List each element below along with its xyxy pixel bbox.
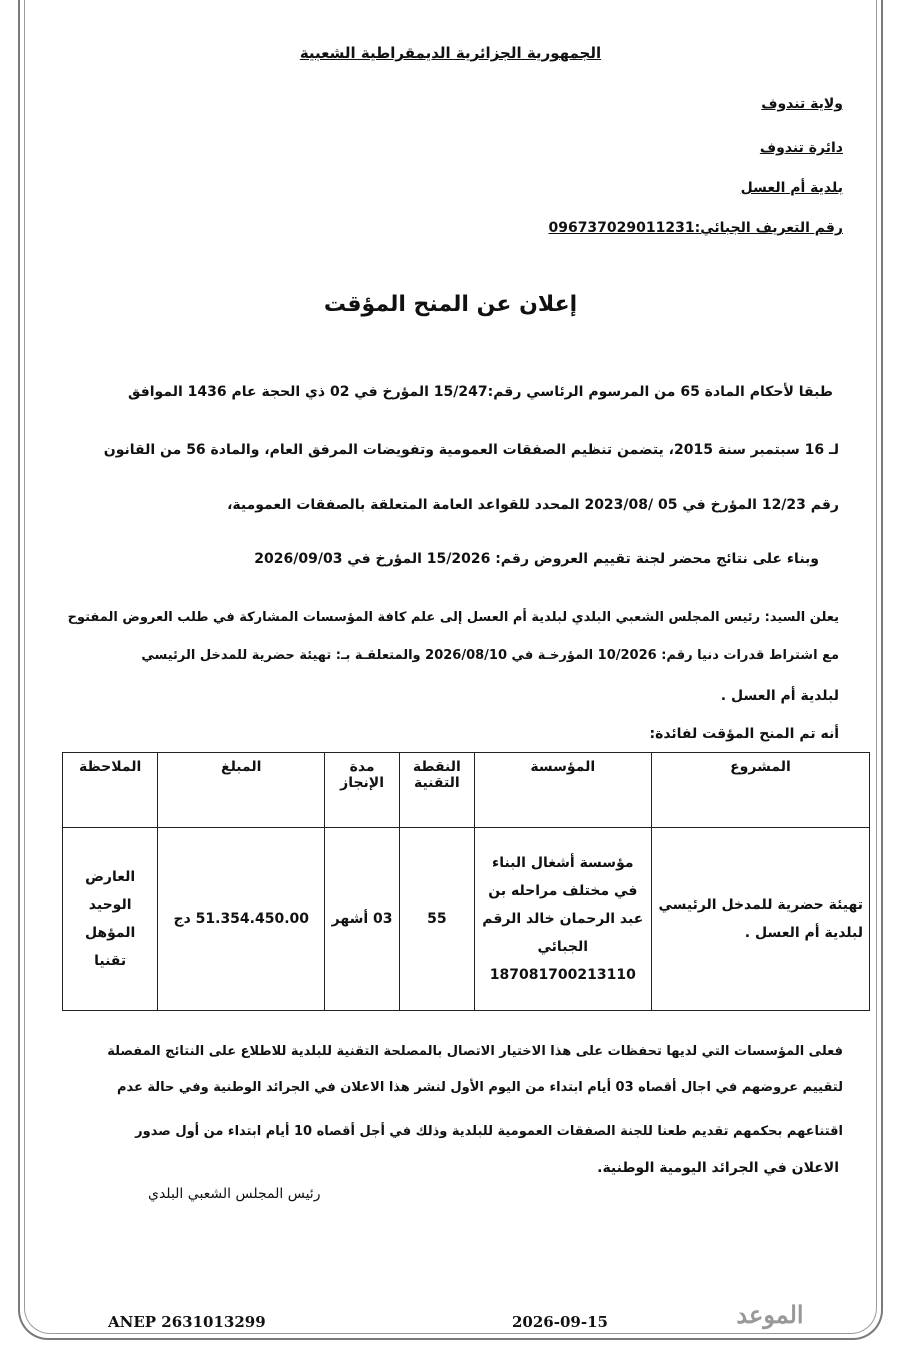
announcement-title: إعلان عن المنح المؤقت (323, 292, 578, 317)
cell-duration: 03 أشهر (325, 828, 400, 1011)
closing-line-2: لتقييم عروضهم في اجال أقصاه 03 أيام ابتداء من اليوم الأول لنشر هذا الاعلان في الجرائد الوطنية وفي حالة عدم (116, 1080, 843, 1095)
body-line-6: مع اشتراط قدرات دنيا رقم: 10/2026 المؤرخـة في 2026/08/10 والمتعلقـة بـ: تهيئة حضرية للمدخل الرئيسي (141, 648, 839, 663)
body-line-7: لبلدية أم العسل . (720, 688, 839, 704)
col-amount: المبلغ (158, 753, 325, 828)
col-project: المشروع (651, 753, 869, 828)
republic-title: الجمهورية الجزائرية الديمقراطية الشعبية (299, 44, 602, 62)
daira-label: دائرة تندوف (759, 140, 843, 156)
body-line-3: رقم 12/23 المؤرخ في 05 /2023/08 المحدد للقواعد العامة المتعلقة بالصفقات العمومية، (227, 497, 839, 513)
newspaper-logo (700, 1300, 840, 1340)
table-header-row (63, 753, 870, 828)
closing-line-4: الاعلان في الجرائد اليومية الوطنية. (597, 1160, 839, 1176)
closing-line-1: فعلى المؤسسات التي لديها تحفظات على هذا الاختيار الاتصال بالمصلحة التقنية للبلدية للاطلاع على النتائج المفصلة (107, 1044, 843, 1059)
cell-note: العارض الوحيد المؤهل تقنيا (63, 828, 158, 1011)
col-duration: مدة الإنجاز (325, 753, 400, 828)
cell-company: مؤسسة أشغال البناء في مختلف مراحله بن عبد الرحمان خالد الرقم الجبائي 187081700213110 (474, 828, 651, 1011)
col-company: المؤسسة (474, 753, 651, 828)
cell-score: 55 (399, 828, 474, 1011)
award-table (62, 752, 870, 1011)
tax-id-label: رقم التعريف الجبائي:096737029011231 (548, 220, 843, 236)
wilaya-label: ولاية تندوف (761, 96, 843, 112)
table-row (63, 828, 870, 1011)
col-score: النقطة التقنية (399, 753, 474, 828)
body-line-5: يعلن السيد: رئيس المجلس الشعبي البلدي لبلدية أم العسل إلى علم كافة المؤسسات المشاركة في طلب العروض المفتوح (67, 610, 839, 625)
signature: رئيس المجلس الشعبي البلدي (148, 1186, 321, 1202)
anep-number: ANEP 2631013299 (108, 1313, 266, 1331)
cell-project: تهيئة حضرية للمدخل الرئيسي لبلدية أم العسل . (651, 828, 869, 1011)
cell-amount: 51.354.450.00 دج (158, 828, 325, 1011)
body-line-1: طبقا لأحكام المادة 65 من المرسوم الرئاسي رقم:15/247 المؤرخ في 02 ذي الحجة عام 1436 الموافق (127, 384, 833, 400)
logo-text: الموعد (736, 1300, 804, 1329)
body-line-2: لـ 16 سبتمبر سنة 2015، يتضمن تنظيم الصفقات العمومية وتفويضات المرفق العام، والمادة 56 من القانون (103, 442, 839, 458)
publication-date: 2026-09-15 (512, 1313, 608, 1331)
closing-line-3: اقتناعهم بحكمهم تقديم طعنا للجنة الصفقات العمومية للبلدية وذلك في أجل أقصاه 10 أيام ابتداء من أول صدور (135, 1124, 843, 1139)
col-note: الملاحظة (63, 753, 158, 828)
table-intro: أنه تم المنح المؤقت لفائدة: (649, 726, 839, 742)
commune-label: بلدية أم العسل (740, 180, 843, 196)
body-line-4: وبناء على نتائج محضر لجنة تقييم العروض رقم: 15/2026 المؤرخ في 2026/09/03 (254, 551, 819, 567)
